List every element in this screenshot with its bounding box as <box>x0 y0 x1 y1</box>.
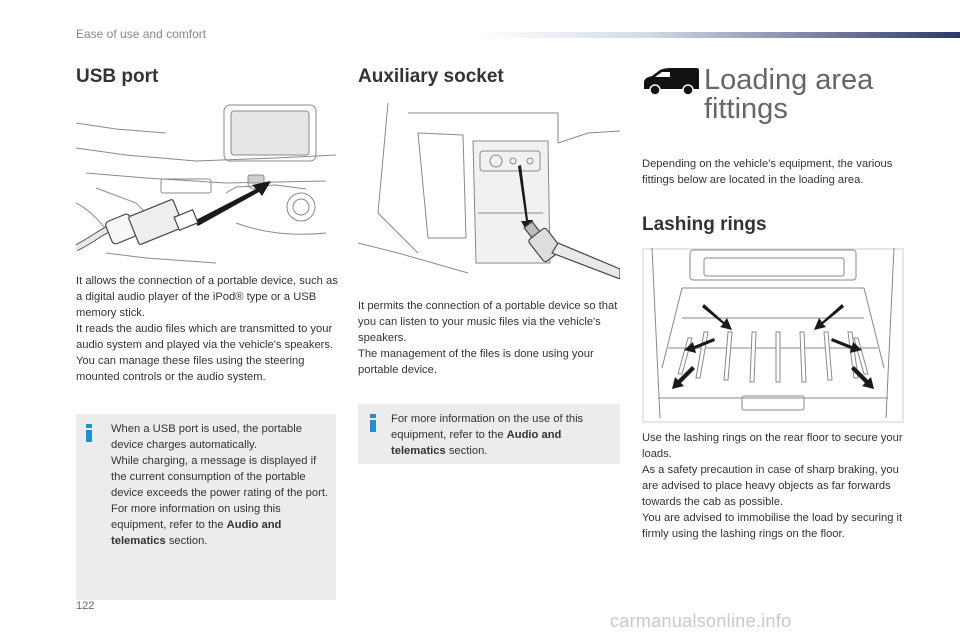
aux-socket-illustration <box>358 103 620 279</box>
loading-section-title: Loading area fittings <box>704 64 874 125</box>
usb-paragraph-3: You can manage these files using the steering mounted controls or the audio system. <box>76 355 305 383</box>
audio-telematics-reference: Audio and telematics <box>391 429 562 457</box>
usb-info-box <box>76 414 336 600</box>
lashing-paragraph-2: As a safety precaution in case of sharp braking, you are advised to place heavy objects as far forwards towards the cab as possible. <box>642 464 899 508</box>
usb-section-title: USB port <box>76 66 159 87</box>
info-icon <box>370 414 376 432</box>
aux-info-text: For more information on the use of this equipment, refer to the Audio and telematics section. <box>391 413 584 457</box>
watermark: carmanualsonline.info <box>610 611 792 631</box>
loading-intro: Depending on the vehicle's equipment, the various fittings below are located in the loading area. <box>642 158 893 186</box>
aux-section-title: Auxiliary socket <box>358 66 504 87</box>
aux-paragraph-1: It permits the connection of a portable device so that you can listen to your music files via the vehicle's speakers. <box>358 300 618 344</box>
aux-description <box>358 298 622 378</box>
lashing-description <box>642 430 906 542</box>
usb-port-illustration <box>76 103 336 266</box>
info-icon <box>86 424 92 442</box>
chapter-title: Ease of use and comfort <box>76 27 207 41</box>
lashing-paragraph-3: You are advised to immobilise the load by securing it firmly using the lashing rings on the floor. <box>642 512 903 540</box>
van-icon <box>642 67 700 97</box>
usb-info-line-3: For more information on using this equipment, refer to the Audio and telematics section. <box>111 503 282 547</box>
usb-paragraph-2: It reads the audio files which are transmitted to your audio system and played via the vehicle's speakers. <box>76 323 334 351</box>
lashing-rings-illustration <box>642 248 904 423</box>
usb-paragraph-1: It allows the connection of a portable device, such as a digital audio player of the iPod® type or a USB memory stick. <box>76 275 338 319</box>
usb-info-line-1: When a USB port is used, the portable device charges automatically. <box>111 423 302 451</box>
lashing-rings-title: Lashing rings <box>642 214 767 235</box>
usb-description <box>76 273 338 385</box>
aux-paragraph-2: The management of the files is done using your portable device. <box>358 348 594 376</box>
audio-telematics-reference: Audio and telematics <box>111 519 282 547</box>
page-number: 122 <box>76 600 95 612</box>
lashing-paragraph-1: Use the lashing rings on the rear floor to secure your loads. <box>642 432 903 460</box>
aux-info-box <box>358 404 620 464</box>
header-gradient-bar <box>478 32 960 38</box>
usb-info-line-2: While charging, a message is displayed if the current consumption of the portable device exceeds the power rating of the port. <box>111 455 329 499</box>
